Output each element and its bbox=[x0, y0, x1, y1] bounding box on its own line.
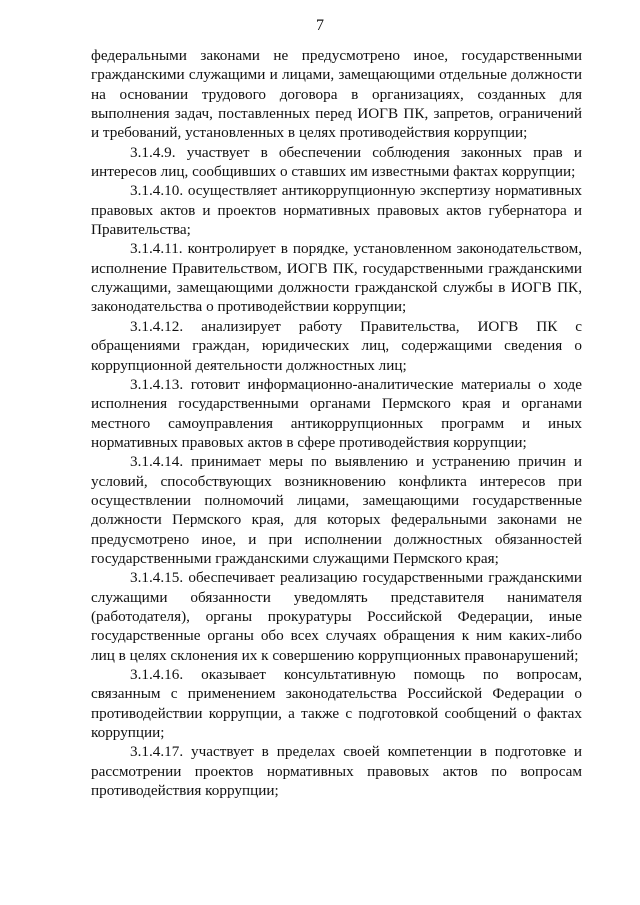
page-number: 7 bbox=[316, 17, 324, 34]
paragraph-3-1-4-16: 3.1.4.16. оказывает консультативную помощь по вопросам, связанным с применением законодательства Российской Федерации о противодействии коррупции, а также с подготовкой сообщений о фактах коррупции; bbox=[91, 666, 582, 742]
paragraph-3-1-4-10: 3.1.4.10. осуществляет антикоррупционную экспертизу нормативных правовых актов и проектов нормативных правовых актов губернатора и Правительства; bbox=[91, 182, 582, 239]
paragraph-3-1-4-17: 3.1.4.17. участвует в пределах своей компетенции в подготовке и рассмотрении проектов нормативных правовых актов по вопросам противодействия коррупции; bbox=[91, 743, 582, 800]
paragraph-3-1-4-14: 3.1.4.14. принимает меры по выявлению и устранению причин и условий, способствующих возникновению конфликта интересов при осуществлении полномочий лицами, замещающими государственные должности Пермского края, для которых федеральными законами не предусмотрено иное, и при исполнении должностных обязанностей государственными гражданскими служащими Пермского края; bbox=[91, 453, 582, 567]
paragraph-3-1-4-11: 3.1.4.11. контролирует в порядке, установленном законодательством, исполнение Правительством, ИОГВ ПК, государственными гражданскими служащими, замещающими должности гражданской службы в ИОГВ ПК, законодательства о противодействии коррупции; bbox=[91, 240, 582, 316]
paragraph-3-1-4-13: 3.1.4.13. готовит информационно-аналитические материалы о ходе исполнения государственными органами Пермского края и органами местного самоуправления антикоррупционных программ и иных нормативных правовых актов в сфере противодействия коррупции; bbox=[91, 375, 582, 451]
paragraph-3-1-4-15: 3.1.4.15. обеспечивает реализацию государственными гражданскими служащими обязанности уведомлять представителя нанимателя (работодателя), органы прокуратуры Российской Федерации, иные государственные органы обо всех случаях обращения к ним каких-либо лиц в целях склонения их к совершению коррупционных правонарушений; bbox=[91, 569, 582, 664]
document-body bbox=[91, 46, 582, 800]
paragraph-3-1-4-12: 3.1.4.12. анализирует работу Правительства, ИОГВ ПК с обращениями граждан, юридических лиц, содержащими сведения о коррупционной деятельности должностных лиц; bbox=[91, 317, 582, 374]
paragraph-continuation: федеральными законами не предусмотрено иное, государственными гражданскими служащими и лицами, замещающими отдельные должности на основании трудового договора в организациях, созданных для выполнения задач, поставленных перед ИОГВ ПК, запретов, ограничений и требований, установленных в целях противодействия коррупции; bbox=[91, 47, 582, 142]
paragraph-3-1-4-9: 3.1.4.9. участвует в обеспечении соблюдения законных прав и интересов лиц, сообщивших о ставших им известными фактах коррупции; bbox=[91, 143, 582, 181]
